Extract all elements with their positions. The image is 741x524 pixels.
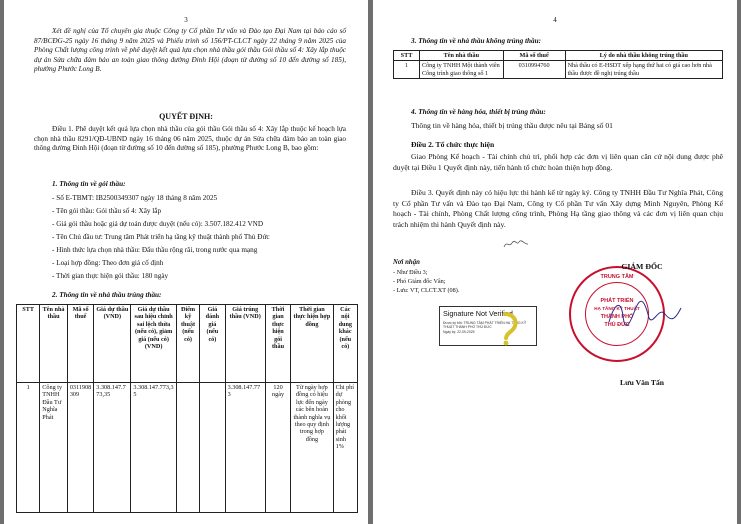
table-cell: 0310994760 xyxy=(503,61,565,79)
decision-title: QUYẾT ĐỊNH: xyxy=(159,112,213,121)
table-cell: Chi phí dự phòng cho khối lượng phát sinh 1% xyxy=(333,383,357,513)
seal-text: THỦ ĐỨC xyxy=(604,322,630,328)
signer-name: Lưu Văn Tấn xyxy=(620,378,664,387)
signature-detail: THUẬT THÀNH PHỐ THỦ ĐỨC xyxy=(443,325,492,330)
signature-status: Signature Not Verified xyxy=(443,309,513,318)
table-cell: 1 xyxy=(394,61,420,79)
table-header-cell: Giá đánh giá (nếu có) xyxy=(200,305,225,383)
package-info-line: - Loại hợp đồng: Theo đơn giá cố định xyxy=(52,259,164,267)
recipient-line: - Lưu: VT, CLCT.XT (08). xyxy=(393,287,460,294)
seal-text: TRUNG TÂM xyxy=(600,274,634,280)
table-cell: 120 ngày xyxy=(265,383,290,513)
article-3-text: Điều 3. Quyết định này có hiệu lực thi hành kể từ ngày ký. Công ty TNHH Đầu Tư Nghĩa Phát, Công ty Cổ phần Tư vấn và Đào tạo Đại Nam, Công ty Cổ phần Tư vấn Xây dựng Minh Nguyên, Phòng Kế hoạch - Tài chính, Phòng Chất lượng công trình, Phòng Hạ tầng giao thông và các đơn vị liên quan chịu trách nhiệm thi hành Quyết định này. xyxy=(393,188,723,229)
table-header-row xyxy=(17,305,358,383)
table-cell: Nhà thầu có E-HSDT xếp hạng thứ hai có giá cao hơn nhà thầu được đề nghị trúng thầu xyxy=(565,61,722,79)
package-info-line: - Tên Chủ đầu tư: Trung tâm Phát triển hạ tầng kỹ thuật thành phố Thủ Đức xyxy=(52,233,270,241)
table-cell: 3.308.147.773 xyxy=(225,383,265,513)
table-cell: 3.308.147.773,35 xyxy=(94,383,131,513)
verification-check-icon xyxy=(491,312,519,346)
recipient-line: - Như Điều 3; xyxy=(393,269,428,276)
table-header-cell: Điểm kỹ thuật (nếu có) xyxy=(176,305,199,383)
table-cell xyxy=(176,383,199,513)
section-4-text: Thông tin về hàng hóa, thiết bị trúng thầu được nêu tại Bảng số 01 xyxy=(411,121,613,130)
table-cell: 0311908309 xyxy=(67,383,93,513)
table-cell: 3.308.147.773,35 xyxy=(131,383,177,513)
table-header-cell: Giá dự thầu (VND) xyxy=(94,305,131,383)
package-info-line: - Thời gian thực hiện gói thầu: 180 ngày xyxy=(52,272,169,280)
signature-detail: Được ký bởi: TRUNG TÂM PHÁT TRIỂN HẠ TẦNG KỸ xyxy=(443,321,527,325)
section-1-title: 1. Thông tin về gói thầu: xyxy=(52,180,126,188)
signer-title: GIÁM ĐỐC xyxy=(621,262,663,271)
seal-text: PHÁT TRIỂN xyxy=(600,298,634,304)
table-header-cell: Lý do nhà thầu không trúng thầu xyxy=(565,51,722,61)
page-number: 3 xyxy=(184,16,188,24)
page-number: 4 xyxy=(553,16,557,24)
article-2-text: Giao Phòng Kế hoạch - Tài chính chủ trì, phối hợp các đơn vị liên quan căn cứ nội dung được phê duyệt tại Điều 1 Quyết định này, tiến hành tổ chức hoàn thiện hợp đồng. xyxy=(393,152,723,172)
table-header-row xyxy=(394,51,723,61)
table-header-cell: Thời gian thực hiện hợp đồng xyxy=(291,305,333,383)
table-cell: Công ty TNHH Một thành viên Công trình giao thông số 1 xyxy=(419,61,503,79)
table-header-cell: Mã số thuế xyxy=(503,51,565,61)
article-2-title: Điều 2. Tổ chức thực hiện xyxy=(411,140,495,149)
page-4 xyxy=(373,0,737,524)
package-info-line: - Tên gói thầu: Gói thầu số 4: Xây lắp xyxy=(52,207,162,215)
table-cell xyxy=(200,383,225,513)
winner-table xyxy=(16,304,358,513)
package-info-line: - Giá gói thầu hoặc giá dự toán được duyệt (nếu có): 3.507.182.412 VND xyxy=(52,220,264,228)
article-1: Điều 1. Phê duyệt kết quả lựa chọn nhà thầu của gói thầu Gói thầu số 4: Xây lắp thuộc kế hoạch lựa chọn nhà thầu 8291/QĐ-UBND ngày 16 tháng 06 năm 2025, thuộc dự án Sửa chữa đảm bảo an toàn giao thông đường Đinh Hội (đoạn từ đường số 10 đến đường số 185), phường Phước Long B, bao gồm: xyxy=(34,125,346,153)
table-header-cell: Tên nhà thầu xyxy=(419,51,503,61)
recipient-line: - Phó Giám đốc Vân; xyxy=(393,278,446,285)
package-info-line: - Số E-TBMT: IB2500349307 ngày 18 tháng 8 năm 2025 xyxy=(52,194,218,202)
table-header-cell: STT xyxy=(17,305,40,383)
section-3-title: 3. Thông tin về nhà thầu không trúng thầu: xyxy=(411,37,542,45)
loser-table xyxy=(393,50,723,79)
section-2-title: 2. Thông tin về nhà thầu trúng thầu: xyxy=(52,291,162,299)
table-header-cell: STT xyxy=(394,51,420,61)
seal-text: THÀNH PHỐ xyxy=(600,314,634,320)
table-cell: Từ ngày hợp đồng có hiệu lực đến ngày các bên hoàn thành nghĩa vụ theo quy định trong hợp đồng xyxy=(291,383,333,513)
initials-icon xyxy=(503,236,529,246)
table-header-cell: Mã số thuế xyxy=(67,305,93,383)
page-3 xyxy=(4,0,368,524)
handwritten-signature-icon xyxy=(605,296,685,332)
table-header-cell: Giá trúng thầu (VND) xyxy=(225,305,265,383)
seal-text: HẠ TẦNG KỸ THUẬT xyxy=(594,306,640,311)
table-row xyxy=(17,383,358,513)
digital-signature-box xyxy=(439,306,537,346)
section-4-title: 4. Thông tin về hàng hóa, thiết bị trúng thầu: xyxy=(411,108,546,116)
table-header-cell: Tên nhà thầu xyxy=(40,305,68,383)
package-info-line: - Hình thức lựa chọn nhà thầu: Đấu thầu rộng rãi, trong nước qua mạng xyxy=(52,246,258,254)
table-header-cell: Thời gian thực hiện gói thầu xyxy=(265,305,290,383)
table-cell: 1 xyxy=(17,383,40,513)
table-row xyxy=(394,61,723,79)
intro-paragraph: Xét đề nghị của Tổ chuyên gia thuộc Công ty Cổ phần Tư vấn và Đào tạo Đại Nam tại báo cáo số 87/BCĐG-25 ngày 16 tháng 9 năm 2025 và Phiếu trình số 156/PT-CLCT ngày 22 tháng 9 năm 2025 của Phòng Chất lượng công trình về phê duyệt kết quả lựa chọn nhà thầu gói thầu Gói thầu số 4: Xây lắp thuộc dự án Sửa chữa đảm bảo an toàn giao thông đường Đinh Hội (đoạn từ đường số 10 đến đường số 185), phường Phước Long B. xyxy=(34,27,346,74)
signature-detail: Ngày ký: 22-09-2025 xyxy=(443,329,475,334)
table-header-cell: Giá dự thầu sau hiệu chỉnh sai lệch thừa (nếu có), giảm giá (nếu có) (VND) xyxy=(131,305,177,383)
table-header-cell: Các nội dung khác (nếu có) xyxy=(333,305,357,383)
table-cell: Công ty TNHH Đầu Tư Nghĩa Phát xyxy=(40,383,68,513)
recipients-title: Nơi nhận xyxy=(393,259,420,266)
